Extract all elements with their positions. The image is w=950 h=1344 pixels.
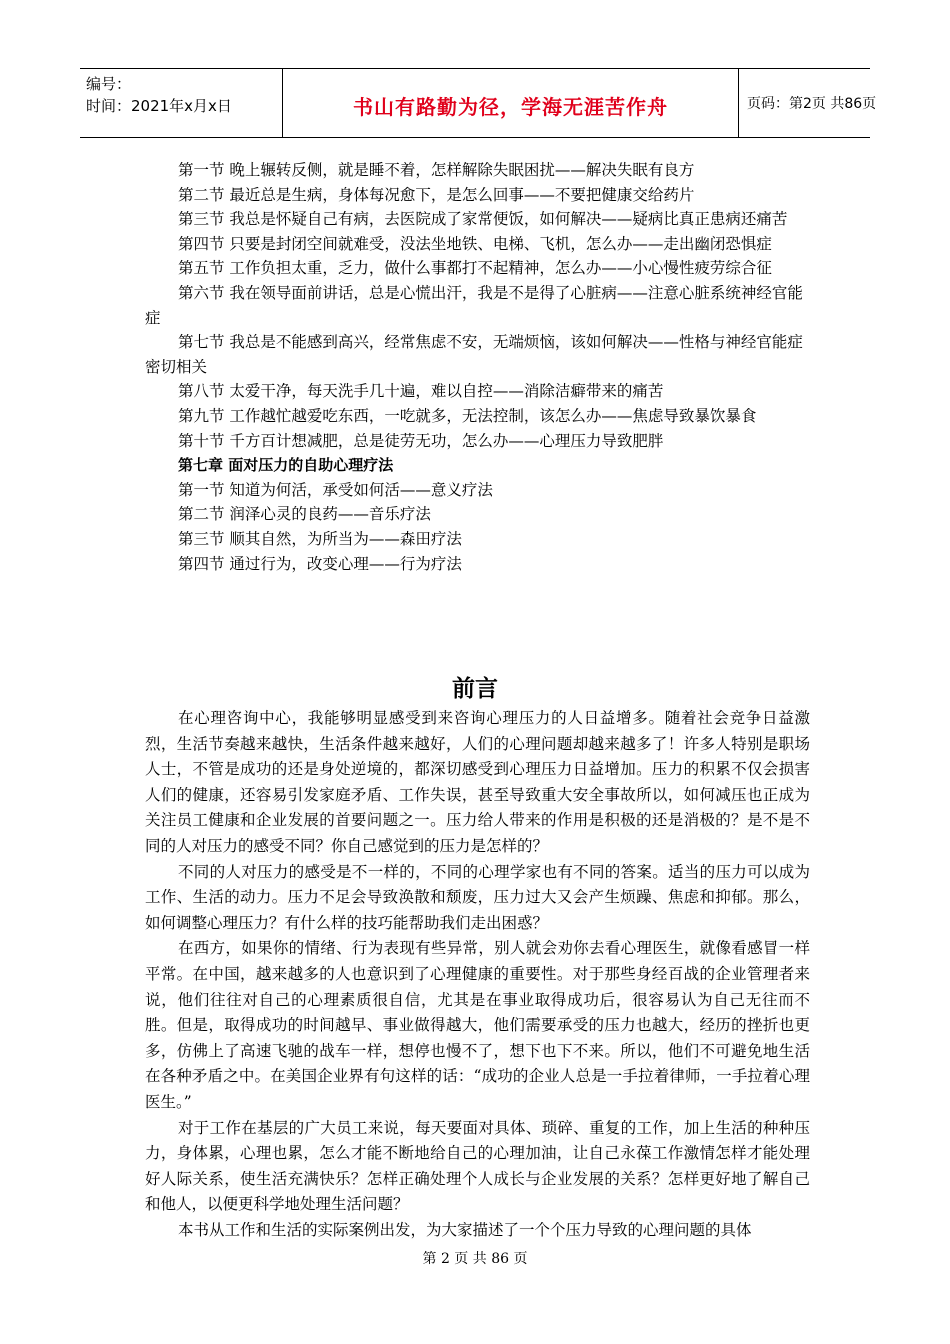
preface-body — [145, 706, 810, 1243]
header-page-info: 页码：第2页 共86页 — [747, 96, 877, 112]
preface-paragraph: 不同的人对压力的感受是不一样的，不同的心理学家也有不同的答案。适当的压力可以成为工作、生活的动力。压力不足会导致涣散和颓废，压力过大又会产生烦躁、焦虑和抑郁。那么，如何调整心理压力？有什么样的技巧能帮助我们走出困惑？ — [145, 862, 810, 932]
toc-chapter-heading: 第七章 面对压力的自助心理疗法 — [178, 456, 394, 475]
toc-entry: 第二节 润泽心灵的良药——音乐疗法 — [178, 505, 431, 524]
table-of-contents — [145, 158, 810, 576]
toc-entry: 第四节 通过行为，改变心理——行为疗法 — [178, 554, 462, 573]
toc-entry: 第五节 工作负担太重，乏力，做什么事都打不起精神，怎么办——小心慢性疲劳综合征 — [178, 259, 772, 278]
toc-entry: 第八节 太爱干净，每天洗手几十遍，难以自控——消除洁癖带来的痛苦 — [178, 382, 664, 401]
document-number-label: 编号： — [86, 75, 132, 93]
header-page-cell — [739, 69, 877, 137]
header-motto: 书山有路勤为径，学海无涯苦作舟 — [353, 95, 668, 119]
toc-entry: 第二节 最近总是生病，身体每况愈下，是怎么回事——不要把健康交给药片 — [178, 185, 695, 204]
header-meta-cell — [80, 69, 283, 137]
preface-title: 前言 — [452, 676, 498, 702]
header-motto-cell — [283, 69, 739, 137]
toc-entry: 第四节 只要是封闭空间就难受，没法坐地铁、电梯、飞机，怎么办——走出幽闭恐惧症 — [178, 234, 772, 253]
preface-paragraph: 本书从工作和生活的实际案例出发，为大家描述了一个个压力导致的心理问题的具体 — [178, 1220, 752, 1239]
preface-paragraph: 在心理咨询中心，我能够明显感受到来咨询心理压力的人日益增多。随着社会竞争日益激烈，生活节奏越来越快，生活条件越来越好，人们的心理问题却越来越多了！许多人特别是职场人士，不管是成功的还是身处逆境的，都深切感受到心理压力日益增加。压力的积累不仅会损害人们的健康，还容易引发家庭矛盾、工作失误，甚至导致重大安全事故所以，如何减压也正成为关注员工健康和企业发展的首要问题之一。压力给人带来的作用是积极的还是消极的？是不是不同的人对压力的感受不同？你自己感觉到的压力是怎样的？ — [145, 709, 810, 855]
toc-entry: 第一节 晚上辗转反侧，就是睡不着，怎样解除失眠困扰——解决失眠有良方 — [178, 161, 695, 179]
preface-paragraph: 对于工作在基层的广大员工来说，每天要面对具体、琐碎、重复的工作，加上生活的种种压力，身体累，心理也累，怎么才能不断地给自己的心理加油，让自己永葆工作激情怎样才能处理好人际关系，使生活充满快乐？怎样正确处理个人成长与企业发展的关系？怎样更好地了解自己和他人，以便更科学地处理生活问题？ — [145, 1118, 810, 1214]
toc-entry: 第九节 工作越忙越爱吃东西，一吃就多，无法控制，该怎么办——焦虑导致暴饮暴食 — [178, 406, 757, 425]
toc-entry: 第十节 千方百计想减肥，总是徒劳无功，怎么办——心理压力导致肥胖 — [178, 431, 664, 450]
toc-entry: 第一节 知道为何活，承受如何活——意义疗法 — [178, 480, 493, 499]
toc-entry: 第三节 我总是怀疑自己有病，去医院成了家常便饭，如何解决——疑病比真正患病还痛苦 — [178, 210, 788, 229]
preface-paragraph: 在西方，如果你的情绪、行为表现有些异常，别人就会劝你去看心理医生，就像看感冒一样平常。在中国，越来越多的人也意识到了心理健康的重要性。对于那些身经百战的企业管理者来说，他们往往对自己的心理素质很自信，尤其是在事业取得成功后，很容易认为自己无往而不胜。但是，取得成功的时间越早、事业做得越大，他们需要承受的压力也越大，经历的挫折也更多，仿佛上了高速飞驰的战车一样，想停也慢不了，想下也下不来。所以，他们不可避免地生活在各种矛盾之中。在美国企业界有句这样的话：“成功的企业人总是一手拉着律师，一手拉着心理医生。” — [145, 939, 810, 1111]
toc-entry: 第三节 顺其自然，为所当为——森田疗法 — [178, 529, 462, 548]
toc-entry: 第七节 我总是不能感到高兴，经常焦虑不安，无端烦恼，该如何解决——性格与神经官能症密切相关 — [145, 333, 803, 376]
toc-entry: 第六节 我在领导面前讲话，总是心慌出汗，我是不是得了心脏病——注意心脏系统神经官能症 — [145, 283, 803, 327]
document-time-label: 时间：2021年x月x日 — [86, 97, 232, 115]
page-footer: 第 2 页 共 86 页 — [422, 1251, 528, 1267]
page-header — [80, 68, 877, 138]
